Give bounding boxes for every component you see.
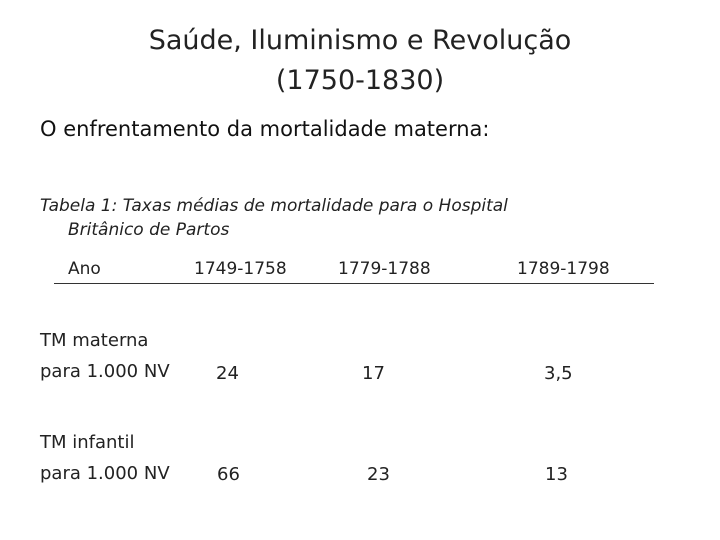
row-label-maternal (40, 325, 170, 387)
slide-title-line1: Saúde, Iluminismo e Revolução (148, 25, 572, 56)
row-label-line2: para 1.000 NV (40, 463, 170, 484)
table-caption-line1: Tabela 1: Taxas médias de mortalidade para o Hospital (40, 196, 508, 216)
table-cell: 3,5 (544, 363, 573, 384)
table-cell: 66 (217, 464, 240, 485)
slide-subtitle: O enfrentamento da mortalidade materna: (40, 117, 490, 141)
table-header-period-3: 1789-1798 (517, 259, 610, 279)
table-cell: 13 (545, 464, 568, 485)
table-cell: 24 (216, 363, 239, 384)
row-label-line2: para 1.000 NV (40, 361, 170, 382)
slide-title-line2: (1750-1830) (275, 65, 445, 96)
row-label-infant (40, 427, 170, 489)
table-header-period-2: 1779-1788 (338, 259, 431, 279)
row-label-line1: TM infantil (40, 432, 135, 453)
table-header-period-1: 1749-1758 (194, 259, 287, 279)
table-caption-line2: Britânico de Partos (68, 220, 230, 240)
table-header-divider (54, 283, 654, 284)
table-caption (40, 194, 660, 242)
table-header-year: Ano (68, 259, 101, 279)
row-label-line1: TM materna (40, 330, 149, 351)
table-cell: 17 (362, 363, 385, 384)
table-cell: 23 (367, 464, 390, 485)
